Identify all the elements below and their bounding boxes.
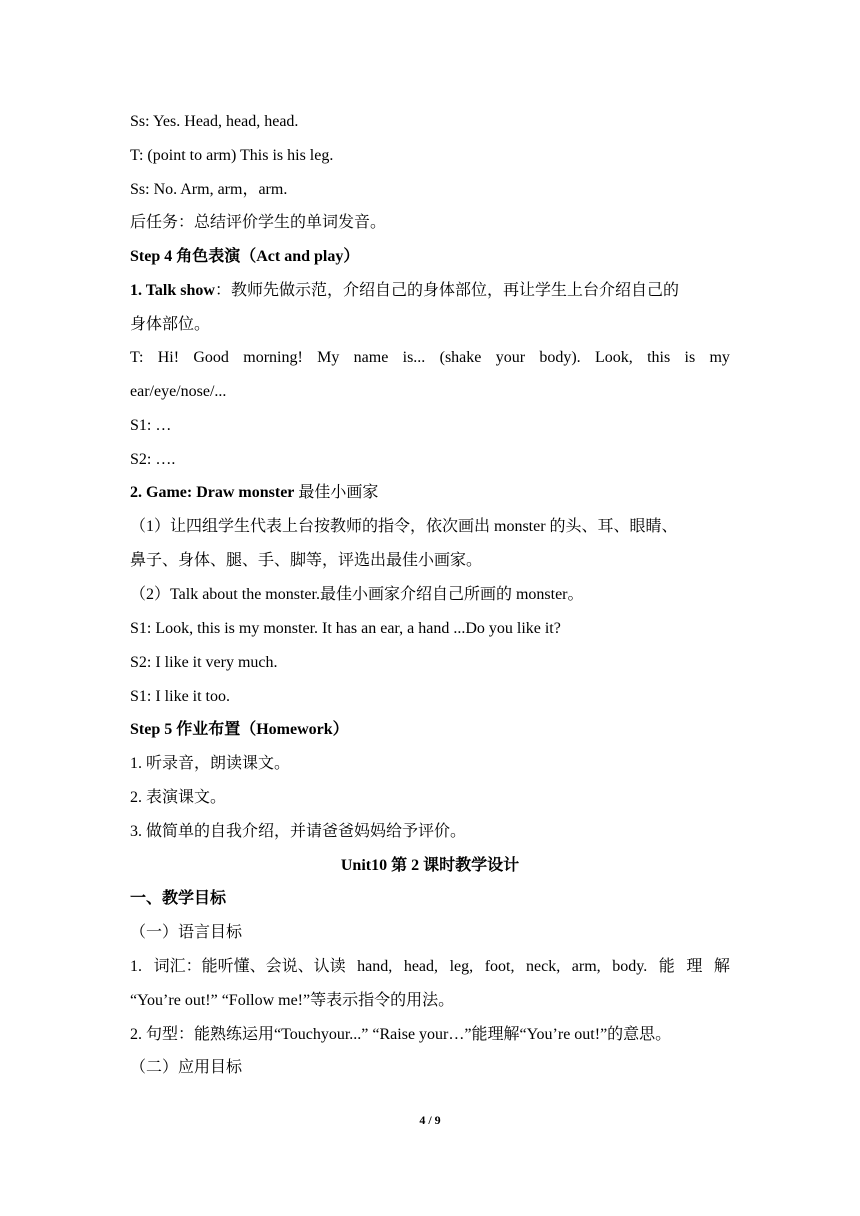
lesson-title: Unit10 第 2 课时教学设计 — [340, 857, 520, 874]
paragraph-line-justified — [130, 956, 730, 978]
paragraph-line: 后任务：总结评价学生的单词发音。 — [130, 214, 387, 231]
paragraph-line — [130, 482, 730, 504]
list-item: 2. 表演课文。 — [130, 789, 227, 806]
word: T: — [130, 349, 144, 366]
word: name — [353, 349, 389, 366]
word: leg, — [449, 958, 474, 975]
word: arm, — [571, 958, 601, 975]
word: your — [495, 349, 526, 366]
dialogue-line: S2: …. — [130, 451, 176, 468]
paragraph-line: （2）Talk about the monster.最佳小画家介绍自己所画的 monster。 — [130, 586, 584, 603]
word: 能 — [658, 958, 675, 975]
section-heading-objectives: 一、教学目标 — [130, 890, 227, 907]
paragraph-line: “You’re out!” “Follow me!”等表示指令的用法。 — [130, 992, 455, 1009]
word: foot, — [484, 958, 515, 975]
list-item: 3. 做简单的自我介绍，并请爸爸妈妈给予评价。 — [130, 823, 467, 840]
word: body. — [612, 958, 648, 975]
dialogue-line: Ss: Yes. Head, head, head. — [130, 113, 299, 130]
subsection-heading: （一）语言目标 — [130, 924, 243, 941]
word: My — [317, 349, 340, 366]
word: body). — [539, 349, 581, 366]
paragraph-line: 身体部位。 — [130, 316, 211, 333]
paragraph-line: （1）让四组学生代表上台按教师的指令，依次画出 monster 的头、耳、眼睛、 — [130, 518, 678, 535]
paragraph-line — [130, 280, 730, 302]
word: is — [684, 349, 696, 366]
word: neck, — [526, 958, 561, 975]
paragraph-line: 鼻子、身体、腿、手、脚等，评选出最佳小画家。 — [130, 552, 483, 569]
subheading-game: 2. Game: Draw monster — [130, 484, 295, 501]
word: my — [709, 349, 730, 366]
dialogue-line: ear/eye/nose/... — [130, 383, 227, 400]
word: 词汇：能听懂、会说、认读 — [153, 958, 346, 975]
word: hand, — [357, 958, 393, 975]
word: Good — [193, 349, 229, 366]
subsection-heading: （二）应用目标 — [130, 1059, 243, 1076]
word: this — [647, 349, 671, 366]
page-number: 4 / 9 — [419, 1113, 441, 1127]
list-item: 1. 听录音，朗读课文。 — [130, 755, 291, 772]
dialogue-line: Ss: No. Arm, arm，arm. — [130, 181, 288, 198]
section-heading-step5: Step 5 作业布置（Homework） — [130, 721, 349, 738]
subheading-talk-show: 1. Talk show — [130, 282, 215, 299]
word: 1. — [130, 958, 142, 975]
word: 解 — [713, 958, 730, 975]
word: (shake — [439, 349, 482, 366]
section-heading-step4: Step 4 角色表演（Act and play） — [130, 248, 360, 265]
paragraph-line: 2. 句型：能熟练运用“Touchyour...” “Raise your…”能理解“You’re out!”的意思。 — [130, 1026, 672, 1043]
dialogue-line: T: (point to arm) This is his leg. — [130, 147, 334, 164]
paragraph-text: ：教师先做示范，介绍自己的身体部位，再让学生上台介绍自己的 — [214, 282, 679, 299]
dialogue-line: S1: I like it too. — [130, 688, 230, 705]
dialogue-line: S1: Look, this is my monster. It has an ear, a hand ...Do you like it? — [130, 620, 561, 637]
word: head, — [403, 958, 439, 975]
word: morning! — [243, 349, 303, 366]
dialogue-line: S2: I like it very much. — [130, 654, 278, 671]
document-page — [130, 0, 730, 1216]
dialogue-line: S1: … — [130, 417, 172, 434]
word: 理 — [686, 958, 703, 975]
dialogue-line-justified — [130, 347, 730, 369]
word: Look, — [594, 349, 633, 366]
paragraph-text: 最佳小画家 — [294, 484, 379, 501]
word: is... — [402, 349, 426, 366]
word: Hi! — [157, 349, 180, 366]
